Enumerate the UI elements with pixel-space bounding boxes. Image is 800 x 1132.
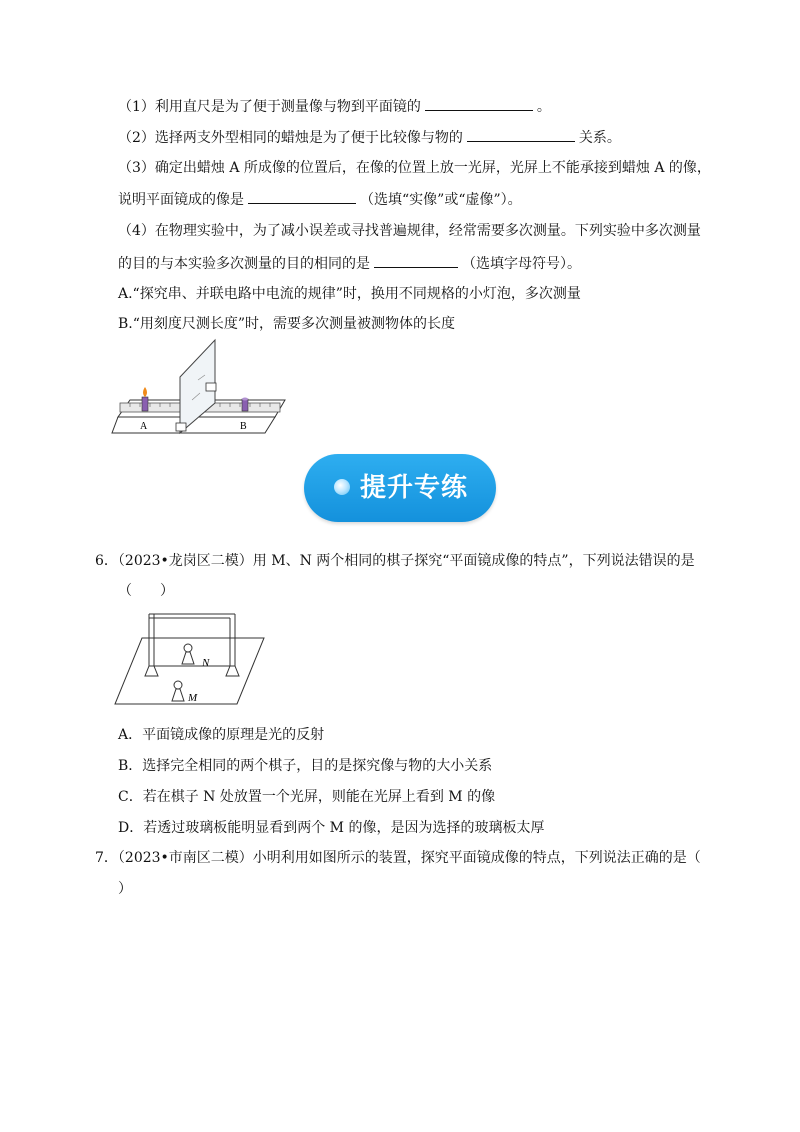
part-2-end: 关系。 bbox=[578, 130, 621, 146]
practice-banner bbox=[304, 454, 496, 522]
question-part-4a: （4）在物理实验中，为了减小误差或寻找普遍规律，经常需要多次测量。下列实验中多次测量 bbox=[118, 223, 701, 239]
option-b: B.“用刻度尺测长度”时，需要多次测量被测物体的长度 bbox=[118, 316, 456, 332]
label-a: A bbox=[140, 421, 148, 432]
part-3-text: 说明平面镜成的像是 bbox=[118, 192, 244, 208]
option-a: A.“探究串、并联电路中电流的规律”时，换用不同规格的小灯泡，多次测量 bbox=[118, 286, 581, 302]
question-6-paren: （ ） bbox=[118, 583, 174, 599]
banner-title: 提升专练 bbox=[360, 473, 469, 503]
chess-mirror-figure bbox=[112, 604, 272, 706]
answer-blank-4[interactable] bbox=[374, 253, 458, 268]
part-1-end: 。 bbox=[536, 99, 551, 115]
part-4-end: （选填字母符号）。 bbox=[462, 256, 581, 272]
question-part-4b bbox=[118, 253, 581, 274]
question-6-option-c: C．若在棋子 N 处放置一个光屏，则能在光屏上看到 M 的像 bbox=[118, 789, 496, 805]
answer-blank-3[interactable] bbox=[248, 189, 356, 204]
question-6-option-d: D．若透过玻璃板能明显看到两个 M 的像，是因为选择的玻璃板太厚 bbox=[118, 820, 545, 836]
part-1-text: （1）利用直尺是为了便于测量像与物到平面镜的 bbox=[118, 99, 421, 115]
candle-mirror-figure bbox=[110, 335, 300, 440]
question-part-3a: （3）确定出蜡烛 A 所成像的位置后，在像的位置上放一光屏，光屏上不能承接到蜡烛 A 的像， bbox=[118, 160, 711, 176]
question-6-option-b: B．选择完全相同的两个棋子，目的是探究像与物的大小关系 bbox=[118, 758, 493, 774]
question-7-stem-end: ） bbox=[118, 881, 132, 897]
question-part-2 bbox=[118, 127, 621, 148]
part-2-text: （2）选择两支外型相同的蜡烛是为了便于比较像与物的 bbox=[118, 130, 463, 146]
part-3-end: （选填“实像”或“虚像”）。 bbox=[360, 192, 522, 208]
answer-blank-1[interactable] bbox=[425, 96, 533, 111]
label-m: M bbox=[188, 692, 198, 704]
question-7-stem: 7．（2023•市南区二模）小明利用如图所示的装置，探究平面镜成像的特点，下列说法正确的是（ bbox=[95, 850, 701, 866]
question-part-1 bbox=[118, 96, 551, 117]
part-4-text: 的目的与本实验多次测量的目的相同的是 bbox=[118, 256, 370, 272]
question-6-stem: 6．（2023•龙岗区二模）用 M、N 两个相同的棋子探究“平面镜成像的特点”，下列说法错误的是 bbox=[95, 553, 695, 569]
question-6-option-a: A．平面镜成像的原理是光的反射 bbox=[118, 727, 325, 743]
answer-blank-2[interactable] bbox=[467, 127, 575, 142]
bubble-icon bbox=[334, 479, 350, 495]
label-n: N bbox=[202, 657, 210, 669]
label-b: B bbox=[240, 421, 247, 432]
question-part-3b bbox=[118, 189, 522, 210]
